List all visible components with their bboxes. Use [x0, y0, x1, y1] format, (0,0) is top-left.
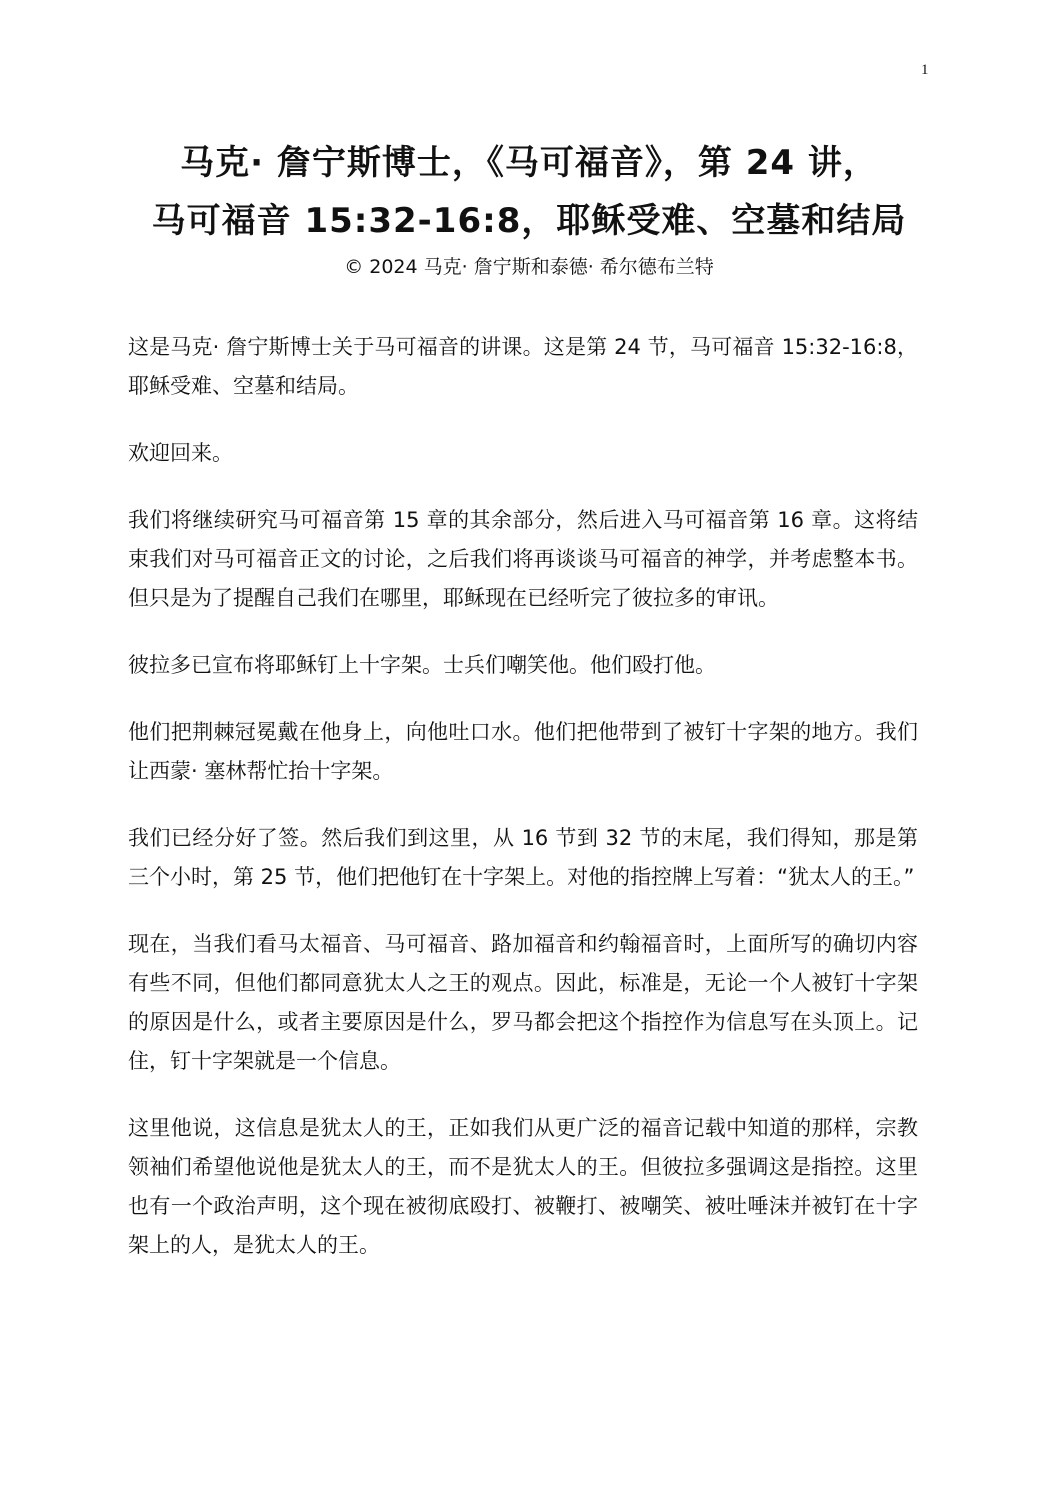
- paragraph-lots: 我们已经分好了签。然后我们到这里，从 16 节到 32 节的末尾，我们得知，那是第三个小时，第 25 节，他们把他钉在十字架上。对他的指控牌上写着：“犹太人的王。”: [128, 826, 918, 889]
- paragraph-pilate: 彼拉多已宣布将耶稣钉上十字架。士兵们嘲笑他。他们殴打他。: [128, 653, 716, 677]
- paragraph-intro: 这是马克· 詹宁斯博士关于马可福音的讲课。这是第 24 节，马可福音 15:32-16:8，耶稣受难、空墓和结局。: [128, 335, 918, 398]
- page-number: 1: [921, 62, 929, 78]
- copyright-notice: © 2024 马克· 詹宁斯和泰德· 希尔德布兰特: [344, 256, 714, 278]
- title-block: [0, 134, 1058, 282]
- lecture-body: [128, 328, 918, 1293]
- title-line-1: 马克· 詹宁斯博士，《马可福音》，第 24 讲，: [180, 143, 878, 183]
- paragraph-crown: 他们把荆棘冠冕戴在他身上，向他吐口水。他们把他带到了被钉十字架的地方。我们让西蒙· 塞林帮忙抬十字架。: [128, 720, 918, 783]
- title-line-2: 马可福音 15:32-16:8，耶稣受难、空墓和结局: [151, 201, 907, 241]
- paragraph-gospels: 现在，当我们看马太福音、马可福音、路加福音和约翰福音时，上面所写的确切内容有些不同，但他们都同意犹太人之王的观点。因此，标准是，无论一个人被钉十字架的原因是什么，或者主要原因是什么，罗马都会把这个指控作为信息写在头顶上。记住，钉十字架就是一个信息。: [128, 932, 918, 1073]
- paragraph-overview: 我们将继续研究马可福音第 15 章的其余部分，然后进入马可福音第 16 章。这将结束我们对马可福音正文的讨论，之后我们将再谈谈马可福音的神学，并考虑整本书。但只是为了提醒自己我们在哪里，耶稣现在已经听完了彼拉多的审讯。: [128, 508, 918, 610]
- paragraph-message: 这里他说，这信息是犹太人的王，正如我们从更广泛的福音记载中知道的那样，宗教领袖们希望他说他是犹太人的王，而不是犹太人的王。但彼拉多强调这是指控。这里也有一个政治声明，这个现在被彻底殴打、被鞭打、被嘲笑、被吐唾沫并被钉在十字架上的人，是犹太人的王。: [128, 1116, 918, 1257]
- paragraph-welcome: 欢迎回来。: [128, 441, 233, 465]
